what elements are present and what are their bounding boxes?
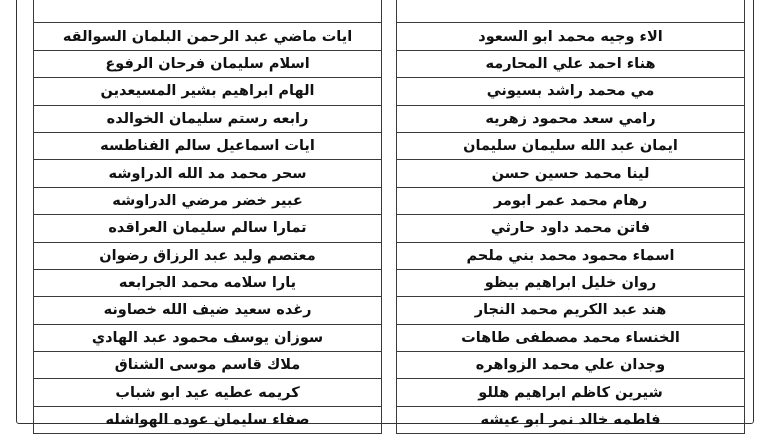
name-cell: رهام محمد عمر ابومر <box>396 188 745 215</box>
name-cell: عبير خضر مرضي الدراوشه <box>33 188 382 215</box>
name-cell <box>396 0 745 23</box>
name-cell: اسماء محمود محمد بني ملحم <box>396 243 745 270</box>
name-cell: ايات ماضي عبد الرحمن البلمان السوالقه <box>33 23 382 50</box>
name-cell <box>33 0 382 23</box>
name-cell: مي محمد راشد بسيوني <box>396 78 745 105</box>
name-cell: فاطمه خالد نمر ابو عيشه <box>396 407 745 434</box>
name-cell: معتصم وليد عبد الرزاق رضوان <box>33 243 382 270</box>
name-cell: سوزان يوسف محمود عبد الهادي <box>33 325 382 352</box>
names-column-right <box>396 0 745 434</box>
name-cell: لينا محمد حسين حسن <box>396 160 745 187</box>
name-cell: وجدان علي محمد الزواهره <box>396 352 745 379</box>
name-cell: سحر محمد مد الله الدراوشه <box>33 160 382 187</box>
name-cell: رامي سعد محمود زهريه <box>396 106 745 133</box>
name-cell: الاء وجيه محمد ابو السعود <box>396 23 745 50</box>
name-cell: ايمان عبد الله سليمان سليمان <box>396 133 745 160</box>
name-cell: صفاء سليمان عوده الهواشله <box>33 407 382 434</box>
name-cell: يارا سلامه محمد الجرابعه <box>33 270 382 297</box>
names-column-left <box>33 0 382 434</box>
name-cell: كريمه عطيه عيد ابو شباب <box>33 379 382 406</box>
name-cell: رغده سعيد ضيف الله خصاونه <box>33 297 382 324</box>
name-cell: هند عبد الكريم محمد النجار <box>396 297 745 324</box>
name-cell: رابعه رستم سليمان الخوالده <box>33 106 382 133</box>
name-cell: هناء احمد علي المحارمه <box>396 51 745 78</box>
name-cell: اسلام سليمان فرحان الرفوع <box>33 51 382 78</box>
name-cell: روان خليل ابراهيم بيظو <box>396 270 745 297</box>
name-cell: الخنساء محمد مصطفى طاهات <box>396 325 745 352</box>
name-cell: الهام ابراهيم بشير المسيعدين <box>33 78 382 105</box>
name-cell: فاتن محمد داود حارثي <box>396 215 745 242</box>
name-cell: ايات اسماعيل سالم الفناطسه <box>33 133 382 160</box>
name-cell: ملاك قاسم موسى الشناق <box>33 352 382 379</box>
name-cell: شيرين كاظم ابراهيم هللو <box>396 379 745 406</box>
name-cell: تمارا سالم سليمان العراقده <box>33 215 382 242</box>
